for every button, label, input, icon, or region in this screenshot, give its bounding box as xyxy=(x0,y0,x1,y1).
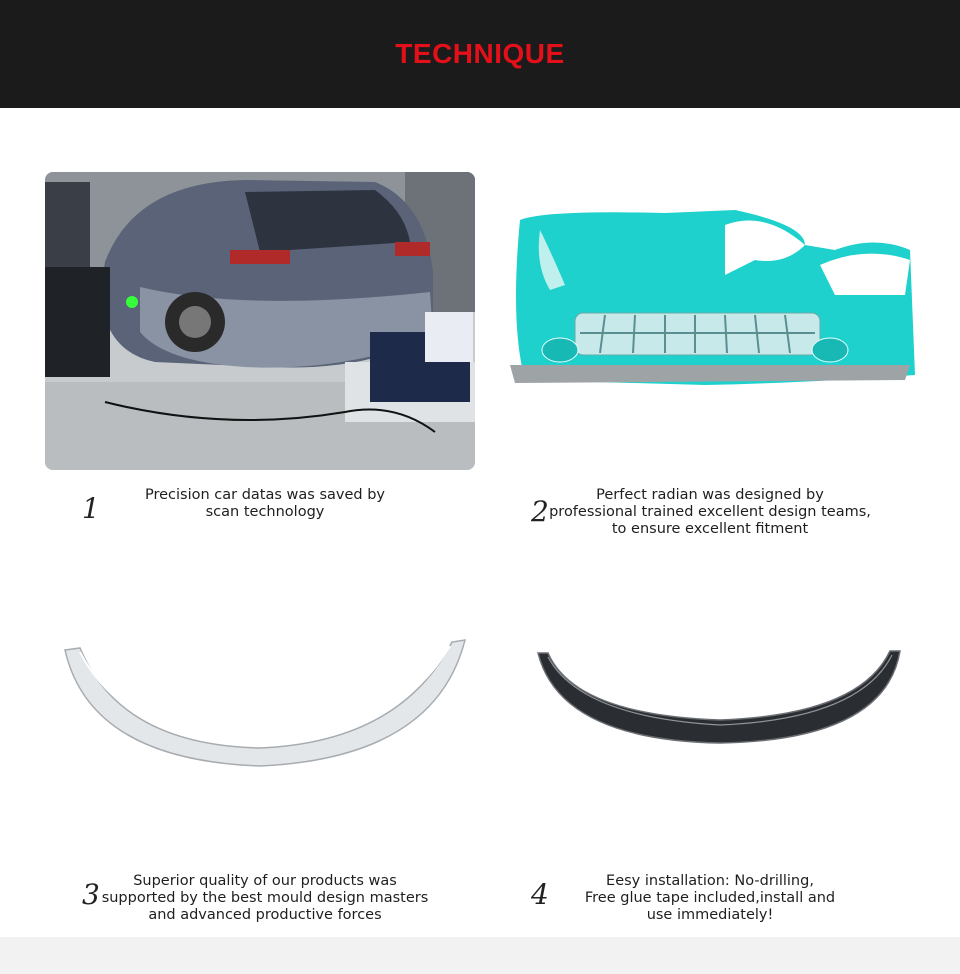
feature-number-4: 4 xyxy=(531,878,549,911)
feature-caption-2 xyxy=(545,487,875,538)
caption-line: use immediately! xyxy=(646,907,774,923)
feature-number-1: 1 xyxy=(82,492,100,525)
caption-line: Perfect radian was designed by xyxy=(596,487,824,503)
caption-line: professional trained excellent design teams, xyxy=(549,504,871,520)
feature-caption-1 xyxy=(115,487,415,521)
caption-line: Superior quality of our products was xyxy=(133,873,397,889)
caption-line: to ensure excellent fitment xyxy=(611,521,809,537)
feature-number-2: 2 xyxy=(531,495,549,528)
footer-band xyxy=(0,937,960,974)
feature-caption-4 xyxy=(570,873,850,924)
page-title: TECHNIQUE xyxy=(395,38,565,69)
caption-line: Free glue tape included,install and xyxy=(584,890,836,906)
caption-line: scan technology xyxy=(205,504,325,520)
3d-scanning-car-photo xyxy=(45,172,475,470)
caption-line: supported by the best mould design masters xyxy=(101,890,429,906)
white-front-lip-spoiler xyxy=(60,630,470,780)
caption-line: and advanced productive forces xyxy=(148,907,382,923)
feature-caption-3 xyxy=(100,873,430,924)
caption-line: Eesy installation: No-drilling, xyxy=(606,873,814,889)
feature-number-3: 3 xyxy=(82,878,100,911)
caption-line: Precision car datas was saved by xyxy=(144,487,385,503)
cyan-bumper-scan-render xyxy=(505,205,915,395)
carbon-front-lip-spoiler xyxy=(530,645,910,755)
